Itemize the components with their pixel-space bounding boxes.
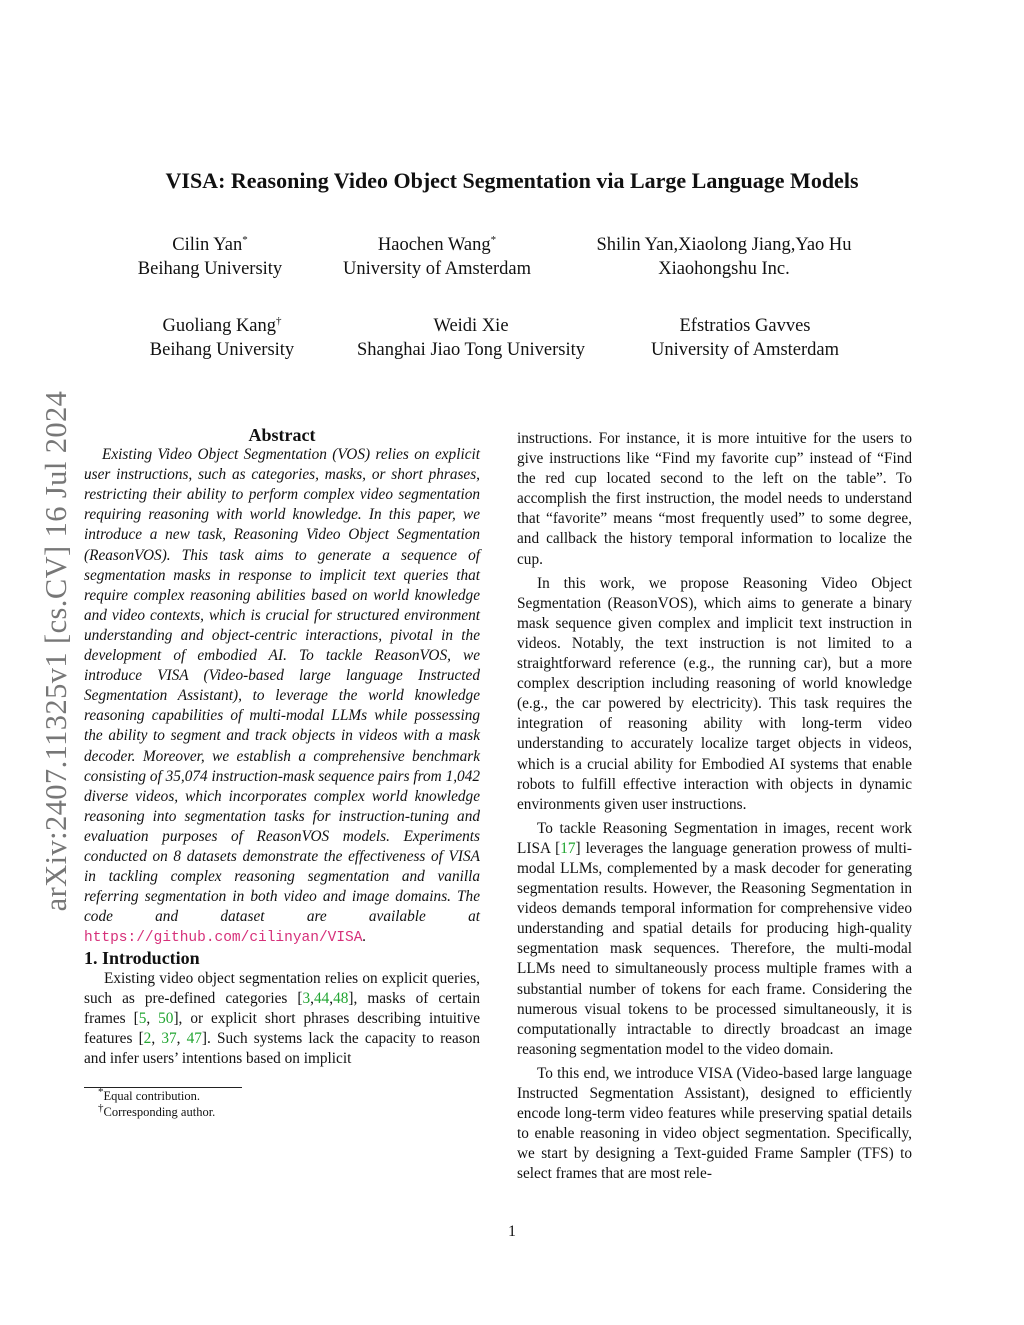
- page-number: 1: [508, 1223, 516, 1240]
- right-column: [517, 429, 912, 1184]
- author-block: [317, 233, 557, 281]
- code-repository-link[interactable]: https://github.com/cilinyan/VISA: [84, 930, 363, 947]
- author-block: [630, 314, 860, 362]
- author-block: [336, 314, 606, 362]
- citation-link[interactable]: 48: [333, 989, 349, 1007]
- author-affiliation: University of Amsterdam: [342, 259, 532, 279]
- citation-link[interactable]: 44: [313, 989, 330, 1007]
- body-paragraph: To tackle Reasoning Segmentation in images, recent work LISA [17] leverages the language generation prowess of multi-modal LLMs, complemented by a mask decoder for generating segmentation results. However, the Reasoning Segmentation in videos demands temporal information for comprehensive video understanding and spatial details for producing high-quality segmentation mask sequences. Therefore, the multi-modal LLMs need to simultaneously process multiple frames with a substantial number of tokens for each frame. Considering the numerous visual tokens to be processed simultaneously, it is computationally intractable to directly broadcast an image reasoning segmentation model to the video domain.: [517, 819, 912, 1058]
- author-name: Efstratios Gavves: [679, 316, 811, 336]
- footnote-equal-contribution: *Equal contribution.: [98, 1085, 201, 1103]
- author-affiliation: Shanghai Jiao Tong University: [356, 340, 586, 360]
- citation-link[interactable]: 5: [138, 1009, 147, 1027]
- author-affiliation: Xiaohongshu Inc.: [658, 259, 790, 279]
- author-block: [110, 233, 310, 281]
- author-affiliation: University of Amsterdam: [650, 340, 840, 360]
- arxiv-identifier-stamp: arXiv:2407.11325v1 [cs.CV] 16 Jul 2024: [39, 390, 73, 912]
- citation-link[interactable]: 17: [560, 839, 576, 857]
- author-affiliation: Beihang University: [149, 340, 295, 360]
- body-paragraph: In this work, we propose Reasoning Video Object Segmentation (ReasonVOS), which aims to generate a binary mask sequence given complex and implicit text instruction in videos. Notably, the text instruction is not limited to a straightforward reference (e.g., the running car), but a more complex description including reasoning of world knowledge (e.g., the car powered by electricity). This task requires the integration of reasoning ability with long-term video understanding to accurately localize target objects in videos, which is a crucial ability for Embodied AI systems that enable robots to fulfill effective interaction with objects in dynamic environments given user instructions.: [517, 574, 912, 813]
- body-paragraph: To this end, we introduce VISA (Video-based large language Instructed Segmentation Assistant), designed to efficiently encode long-term video features while preserving spatial details to enable reasoning in video object segmentation. Specifically, we start by designing a Text-guided Frame Sampler (TFS) to select frames that are most rele-: [517, 1064, 912, 1183]
- abstract-heading: Abstract: [248, 425, 316, 445]
- section-heading-introduction: 1. Introduction: [84, 948, 200, 969]
- author-block: [577, 233, 871, 281]
- footnote-corresponding-author: †Corresponding author.: [98, 1101, 216, 1119]
- left-column: [84, 425, 480, 1120]
- author-name: Weidi Xie: [433, 316, 509, 336]
- equal-contribution-mark: *: [242, 233, 248, 246]
- author-affiliation: Beihang University: [137, 259, 283, 279]
- author-block: [122, 314, 322, 362]
- equal-contribution-mark: *: [490, 233, 497, 246]
- author-name: Guoliang Kang†: [162, 314, 282, 336]
- intro-paragraph: Existing video object segmentation relies on explicit queries, such as pre-defined categories [3,44,48], masks of certain frames [5, 50], or explicit short phrases describing intuitive features [2, 37, 47]. Such systems lack the capacity to reason and infer users’ intentions based on implicit: [84, 969, 480, 1067]
- corresponding-author-mark: †: [276, 314, 282, 327]
- citation-link[interactable]: 2: [143, 1029, 152, 1047]
- author-name: Cilin Yan*: [172, 233, 248, 255]
- body-paragraph: instructions. For instance, it is more intuitive for the users to give instructions like “Find my favorite cup” instead of “Find the red cup located second to the left on the table”. To accomplish the first instruction, the model needs to understand that “favorite” means “most frequently used” to some degree, and callback the history temporal information to localize the cup.: [517, 430, 912, 568]
- citation-link[interactable]: 47: [186, 1029, 202, 1047]
- citation-link[interactable]: 37: [161, 1029, 177, 1047]
- abstract-text: Existing Video Object Segmentation (VOS) relies on explicit user instructions, such as categories, masks, or short phrases, restricting their ability to perform complex video segmentation requiring reasoning with world knowledge. In this paper, we introduce a new task, Reasoning Video Object Segmentation (ReasonVOS). This task aims to generate a sequence of segmentation masks in response to implicit text queries that require complex reasoning abilities based on world knowledge and video contexts, which is crucial for structured environment understanding and object-centric interactions, pivotal in the development of embodied AI. To tackle ReasonVOS, we introduce VISA (Video-based large language Instructed Segmentation Assistant), to leverage the world knowledge reasoning capabilities of multi-modal LLMs while possessing the ability to segment and track objects in videos with a mask decoder. Moreover, we establish a comprehensive benchmark consisting of 35,074 instruction-mask sequence pairs from 1,042 diverse videos, which incorporates complex world knowledge reasoning into segmentation tasks for instruction-tuning and evaluation purposes of ReasonVOS models. Experiments conducted on 8 datasets demonstrate the effectiveness of VISA in tackling complex reasoning segmentation and vanilla referring segmentation in both video and image domains. The code and dataset are available at https://github.com/cilinyan/VISA.: [84, 446, 480, 947]
- author-name: Haochen Wang*: [377, 233, 497, 255]
- author-name: Shilin Yan,Xiaolong Jiang,Yao Hu: [596, 235, 852, 255]
- paper-title: VISA: Reasoning Video Object Segmentation via Large Language Models: [165, 168, 859, 193]
- citation-link[interactable]: 3: [302, 989, 311, 1007]
- citation-link[interactable]: 50: [158, 1009, 174, 1027]
